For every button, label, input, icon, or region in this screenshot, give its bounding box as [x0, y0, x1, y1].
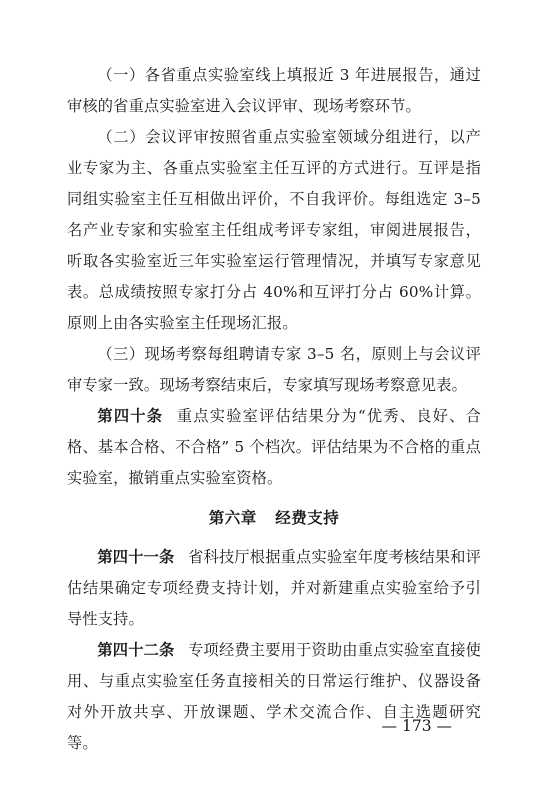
page-number: — 173 — — [381, 717, 452, 735]
document-page — [67, 60, 481, 759]
article-41-title: 第四十一条 — [97, 548, 175, 566]
chapter-number: 第六章 — [208, 508, 257, 527]
article-42 — [67, 635, 481, 759]
paragraph-item-1: （一）各省重点实验室线上填报近 3 年进展报告，通过审核的省重点实验室进入会议评审、现场考察环节。 — [67, 66, 481, 115]
article-41-text: 省科技厅根据重点实验室年度考核结果和评估结果确定专项经费支持计划，并对新建重点实验室给予引导性支持。 — [67, 548, 481, 628]
article-41 — [67, 542, 481, 635]
paragraph-item-3: （三）现场考察每组聘请专家 3–5 名，原则上与会议评审专家一致。现场考察结束后，专家填写现场考察意见表。 — [67, 345, 481, 394]
article-40-title: 第四十条 — [97, 407, 164, 425]
paragraph-item-2: （二）会议评审按照省重点实验室领域分组进行，以产业专家为主、各重点实验室主任互评的方式进行。互评是指同组实验室主任互相做出评价，不自我评价。每组选定 3–5 名产业专家和实验室主任组成考评专家组，审阅进展报告，听取各实验室近三年实验室运行管理情况，并填写专家意见表。总成绩按照专家打分占 40%和互评打分占 60%计算。原则上由各实验室主任现场汇报。 — [67, 128, 481, 332]
article-40-text: 重点实验室评估结果分为“优秀、良好、合格、基本合格、不合格” 5 个档次。评估结果为不合格的重点实验室，撤销重点实验室资格。 — [67, 407, 481, 487]
article-42-text: 专项经费主要用于资助由重点实验室直接使用、与重点实验室任务直接相关的日常运行维护、仪器设备对外开放共享、开放课题、学术交流合作、自主选题研究等。 — [67, 641, 481, 752]
article-40 — [67, 401, 481, 494]
chapter-heading — [67, 502, 481, 533]
chapter-title: 经费支持 — [275, 508, 340, 527]
article-42-title: 第四十二条 — [97, 641, 175, 659]
